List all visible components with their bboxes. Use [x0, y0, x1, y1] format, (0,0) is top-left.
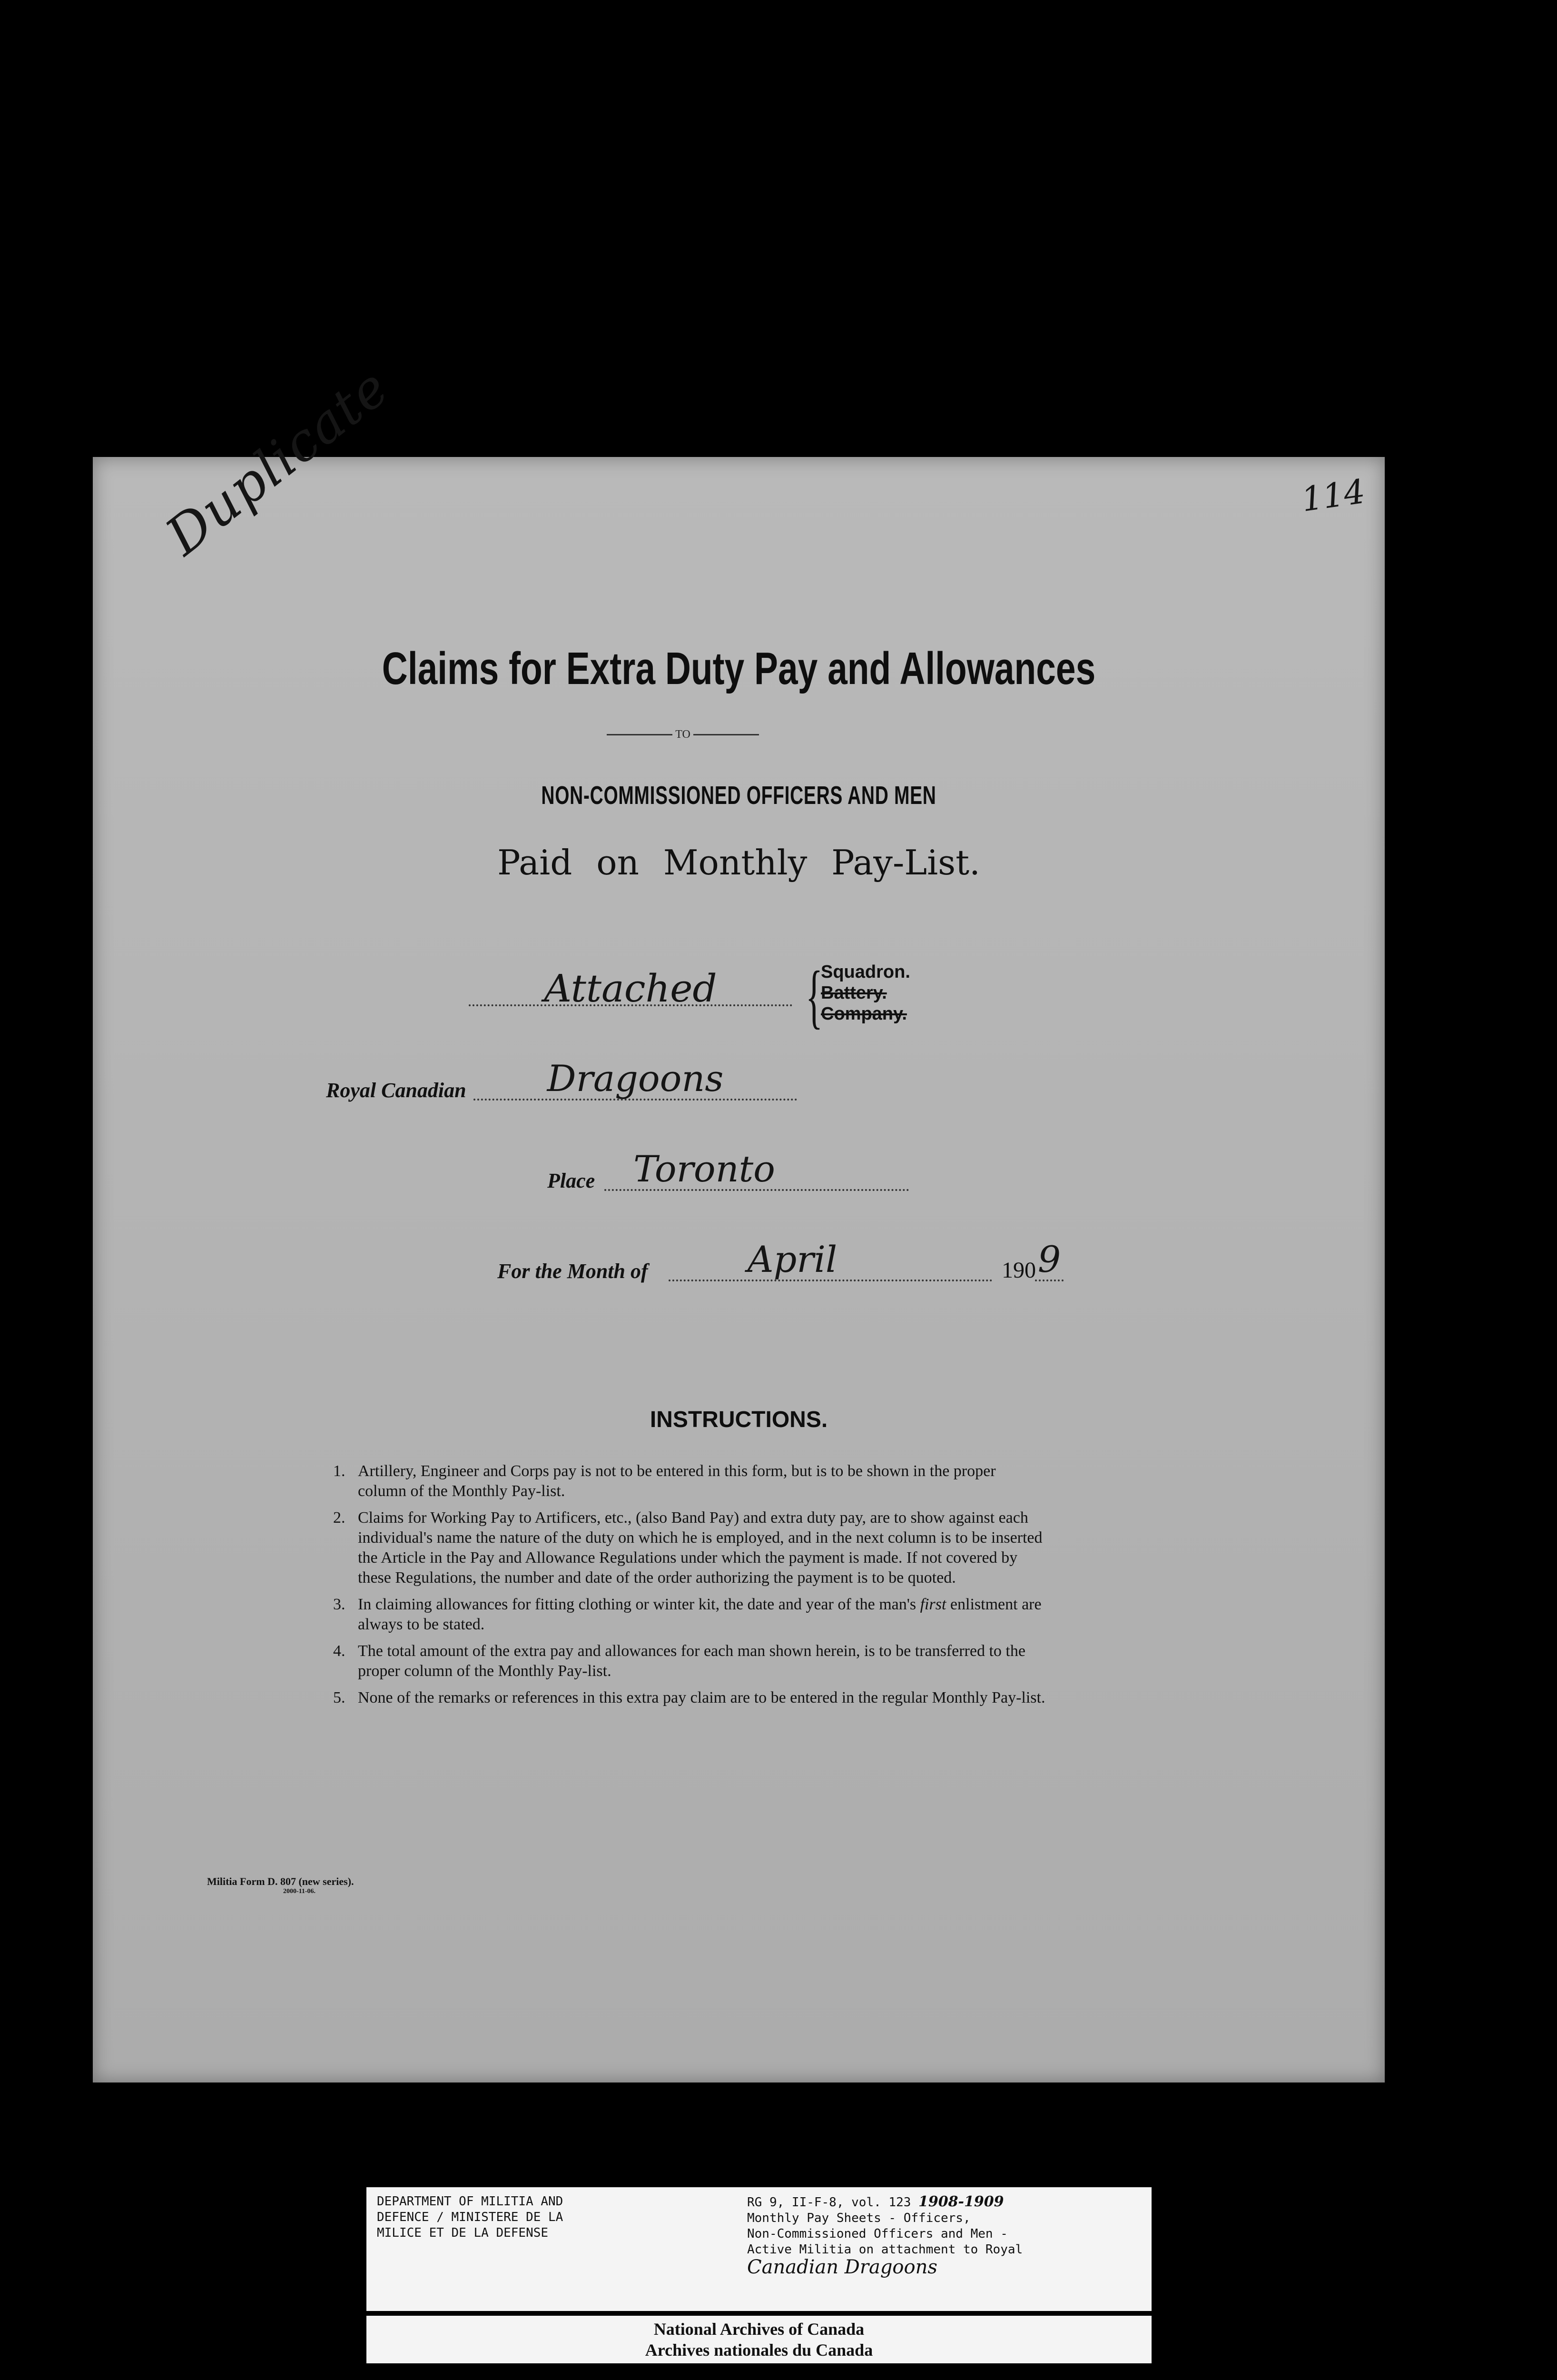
- place-value: Toronto: [633, 1148, 775, 1190]
- instruction-text: Claims for Working Pay to Artificers, etc., (also Band Pay) and extra duty pay, are to show against each individual's name the nature of the duty on which he is employed, and in the next column is to be inserted the Article in the Pay and Allowance Regulations under which the payment is made. If not covered by these Regulations, the number and date of the order authorizing the payment is to be quoted.: [358, 1509, 1043, 1587]
- description-line: Non-Commissioned Officers and Men -: [747, 2227, 1008, 2241]
- description-line: Active Militia on attachment to Royal: [747, 2242, 1023, 2257]
- instruction-number: 4.: [333, 1642, 345, 1660]
- unit-option-company: Company.: [821, 1004, 907, 1024]
- unit-option-squadron: Squadron.: [821, 962, 910, 982]
- brace-icon: {: [806, 957, 823, 1036]
- year-suffix: 9: [1037, 1238, 1061, 1280]
- reference-block: [747, 2193, 1147, 2278]
- form-number-main: Militia Form D. 807 (new series).: [207, 1875, 354, 1887]
- instruction-item: [333, 1641, 1047, 1681]
- form-subtitle: NON-COMMISSIONED OFFICERS AND MEN: [541, 781, 936, 810]
- instruction-emphasis: first: [920, 1596, 946, 1613]
- year-dotted-line: [1035, 1279, 1064, 1281]
- instruction-item: [333, 1508, 1047, 1588]
- regiment-field: [326, 1052, 897, 1109]
- connector-word: TO: [675, 728, 690, 741]
- instruction-item: [333, 1688, 1047, 1708]
- instruction-text: Artillery, Engineer and Corps pay is not to be entered in this form, but is to be shown in the proper column of the Monthly Pay-list.: [358, 1462, 996, 1500]
- archives-name-en: National Archives of Canada: [653, 2320, 865, 2339]
- month-label: For the Month of: [497, 1259, 648, 1283]
- connector-rule-right: [693, 734, 759, 735]
- instruction-number: 3.: [333, 1596, 345, 1613]
- place-field: [547, 1142, 1023, 1200]
- document-page: [93, 356, 1385, 2082]
- connector-rule-left: [607, 734, 672, 735]
- month-dotted-line: [669, 1279, 992, 1281]
- unit-value: Attached: [544, 966, 717, 1011]
- instruction-number: 2.: [333, 1509, 345, 1527]
- regiment-value: Dragoons: [547, 1057, 724, 1100]
- unit-field: [469, 952, 992, 1036]
- unit-options: [821, 962, 910, 1024]
- description-line: Monthly Pay Sheets - Officers,: [747, 2211, 971, 2225]
- instruction-item: [333, 1461, 1047, 1501]
- regiment-label: Royal Canadian: [326, 1079, 466, 1102]
- archives-name-fr: Archives nationales du Canada: [645, 2340, 873, 2360]
- form-number: [207, 1875, 354, 1895]
- instructions-list: [333, 1461, 1047, 1715]
- archive-reference-label: [366, 2187, 1152, 2311]
- instruction-text-after: enlistment are always to be stated.: [358, 1596, 1042, 1633]
- instruction-number: 5.: [333, 1689, 345, 1706]
- place-label: Place: [547, 1169, 595, 1192]
- handwritten-continuation: Canadian Dragoons: [747, 2256, 937, 2278]
- reference-years: 1908-1909: [918, 2193, 1004, 2210]
- form-title: Claims for Extra Duty Pay and Allowances: [382, 643, 1096, 694]
- department-line: DEPARTMENT OF MILITIA AND: [377, 2194, 563, 2209]
- department-line: MILICE ET DE LA DEFENSE: [377, 2226, 549, 2240]
- unit-dotted-line: [469, 1004, 792, 1006]
- regiment-dotted-line: [473, 1099, 797, 1101]
- page-number: 114: [1299, 472, 1368, 519]
- instruction-number: 1.: [333, 1462, 345, 1480]
- national-archives-footer: [366, 2316, 1152, 2363]
- instructions-heading: INSTRUCTIONS.: [650, 1407, 828, 1432]
- month-value: April: [747, 1238, 838, 1280]
- paid-line: Paid on Monthly Pay-List.: [497, 843, 980, 883]
- instruction-text: The total amount of the extra pay and allowances for each man shown herein, is to be transferred to the proper column of the Monthly Pay-list.: [358, 1642, 1025, 1680]
- unit-option-battery: Battery.: [821, 983, 887, 1003]
- instruction-item: [333, 1595, 1047, 1635]
- month-field: [497, 1233, 1116, 1290]
- department-block: [377, 2194, 563, 2241]
- reference-text: RG 9, II-F-8, vol. 123: [747, 2195, 911, 2210]
- reference-line: [747, 2194, 1147, 2211]
- to-connector: [607, 728, 759, 741]
- department-line: DEFENCE / MINISTERE DE LA: [377, 2210, 563, 2224]
- instruction-text: None of the remarks or references in this extra pay claim are to be entered in the regular Monthly Pay-list.: [358, 1689, 1045, 1706]
- year-prefix: 190: [1002, 1258, 1036, 1283]
- place-dotted-line: [604, 1189, 909, 1191]
- duplicate-annotation: Duplicate: [155, 356, 400, 567]
- instruction-text-before: In claiming allowances for fitting clothing or winter kit, the date and year of the man's: [358, 1596, 916, 1613]
- form-number-sub: 2000-11-06.: [283, 1888, 316, 1895]
